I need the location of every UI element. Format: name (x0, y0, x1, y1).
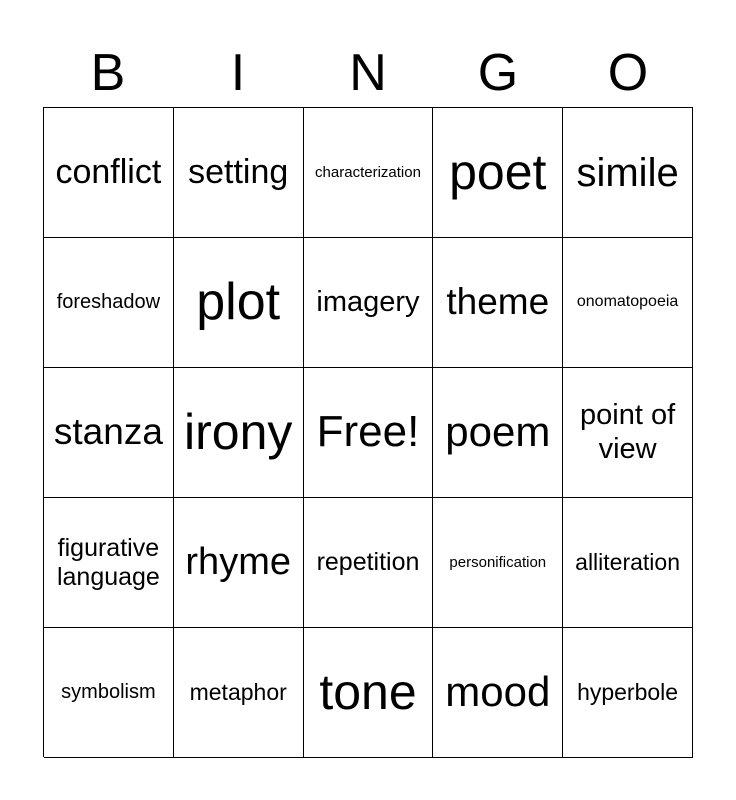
cell-label: tone (319, 663, 417, 720)
cell-label: repetition (316, 548, 420, 577)
bingo-cell[interactable] (174, 368, 304, 498)
bingo-cell[interactable] (304, 498, 434, 628)
bingo-cell[interactable] (563, 628, 693, 758)
bingo-cell[interactable] (563, 108, 693, 238)
cell-label: point of view (580, 399, 676, 465)
bingo-cell[interactable] (563, 498, 693, 628)
board-row (44, 108, 693, 238)
bingo-cell[interactable] (433, 628, 563, 758)
bingo-cell[interactable] (563, 368, 693, 498)
cell-label: hyperbole (577, 679, 679, 706)
bingo-cell[interactable] (44, 108, 174, 238)
bingo-cell[interactable] (174, 628, 304, 758)
bingo-cell[interactable] (44, 238, 174, 368)
bingo-cell[interactable] (563, 238, 693, 368)
cell-label: irony (184, 403, 293, 460)
bingo-cell[interactable] (433, 498, 563, 628)
bingo-cell[interactable] (304, 628, 434, 758)
header-letter-i: I (230, 44, 246, 102)
cell-label: characterization (315, 163, 421, 181)
bingo-cell[interactable] (174, 108, 304, 238)
cell-label: plot (196, 272, 281, 331)
bingo-cell[interactable] (433, 108, 563, 238)
cell-label: poem (445, 408, 551, 456)
cell-label: symbolism (61, 681, 156, 703)
cell-label: personification (449, 553, 547, 571)
bingo-cell[interactable] (433, 368, 563, 498)
header-letter-b: B (90, 44, 126, 102)
cell-label: simile (576, 150, 679, 195)
cell-label: poet (449, 143, 547, 200)
cell-label: rhyme (185, 540, 291, 583)
bingo-board (43, 107, 693, 757)
bingo-cell[interactable] (433, 238, 563, 368)
cell-label: Free! (316, 407, 420, 457)
header-letter-o: O (607, 44, 649, 102)
bingo-cell[interactable] (44, 498, 174, 628)
board-row (44, 628, 693, 758)
cell-label: figurative language (56, 533, 160, 591)
bingo-cell[interactable] (44, 628, 174, 758)
header-letter-n: N (349, 44, 387, 102)
board-row (44, 498, 693, 628)
cell-label: onomatopoeia (576, 293, 679, 311)
bingo-cell[interactable] (44, 368, 174, 498)
cell-label: mood (445, 668, 551, 716)
cell-label: metaphor (189, 679, 287, 706)
bingo-header (43, 40, 693, 106)
bingo-cell[interactable] (304, 238, 434, 368)
cell-label: imagery (316, 285, 420, 318)
cell-label: conflict (55, 152, 162, 191)
bingo-cell[interactable] (304, 108, 434, 238)
bingo-cell[interactable] (174, 498, 304, 628)
board-row (44, 238, 693, 368)
cell-label: foreshadow (56, 291, 161, 313)
free-space[interactable] (304, 368, 434, 498)
cell-label: alliteration (575, 549, 680, 576)
board-row (44, 368, 693, 498)
cell-label: stanza (53, 411, 163, 453)
cell-label: theme (446, 281, 550, 323)
cell-label: setting (188, 152, 289, 191)
bingo-cell[interactable] (174, 238, 304, 368)
header-letter-g: G (477, 44, 519, 102)
